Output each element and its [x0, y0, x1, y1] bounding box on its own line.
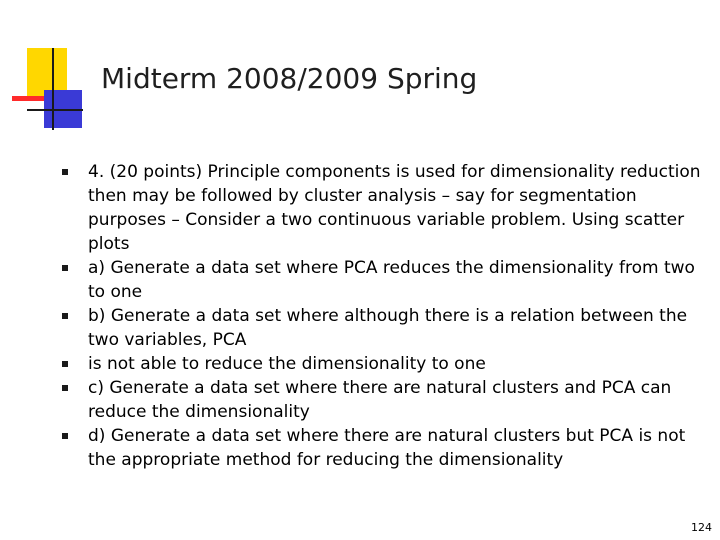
list-item: [62, 304, 702, 352]
decor-horizontal-line: [27, 109, 83, 111]
list-item: [62, 376, 702, 424]
bullet-icon: [62, 433, 68, 439]
bullet-icon: [62, 361, 68, 367]
bullet-icon: [62, 265, 68, 271]
bullet-text: b) Generate a data set where although there is a relation between the two variables, PCA: [88, 306, 688, 350]
decor-vertical-line: [52, 48, 54, 130]
list-item: [62, 424, 702, 472]
bullet-text: 4. (20 points) Principle components is used for dimensionality reduction then may be followed by cluster analysis – say for segmentation purposes – Consider a two continuous variable problem. Using scatter plots: [88, 162, 701, 254]
bullet-icon: [62, 169, 68, 175]
bullet-list: [62, 160, 702, 472]
bullet-text: a) Generate a data set where PCA reduces the dimensionality from two to one: [88, 258, 695, 302]
bullet-text: is not able to reduce the dimensionality to one: [88, 354, 486, 374]
bullet-icon: [62, 385, 68, 391]
list-item: [62, 256, 702, 304]
bullet-text: d) Generate a data set where there are natural clusters but PCA is not the appropriate method for reducing the dimensionality: [88, 426, 686, 470]
page-number: 124: [691, 521, 712, 534]
bullet-text: c) Generate a data set where there are natural clusters and PCA can reduce the dimensionality: [88, 378, 672, 422]
slide-title: Midterm 2008/2009 Spring: [101, 62, 478, 95]
list-item: [62, 160, 702, 256]
decor-yellow-square: [27, 48, 67, 96]
bullet-icon: [62, 313, 68, 319]
list-item: [62, 352, 702, 376]
